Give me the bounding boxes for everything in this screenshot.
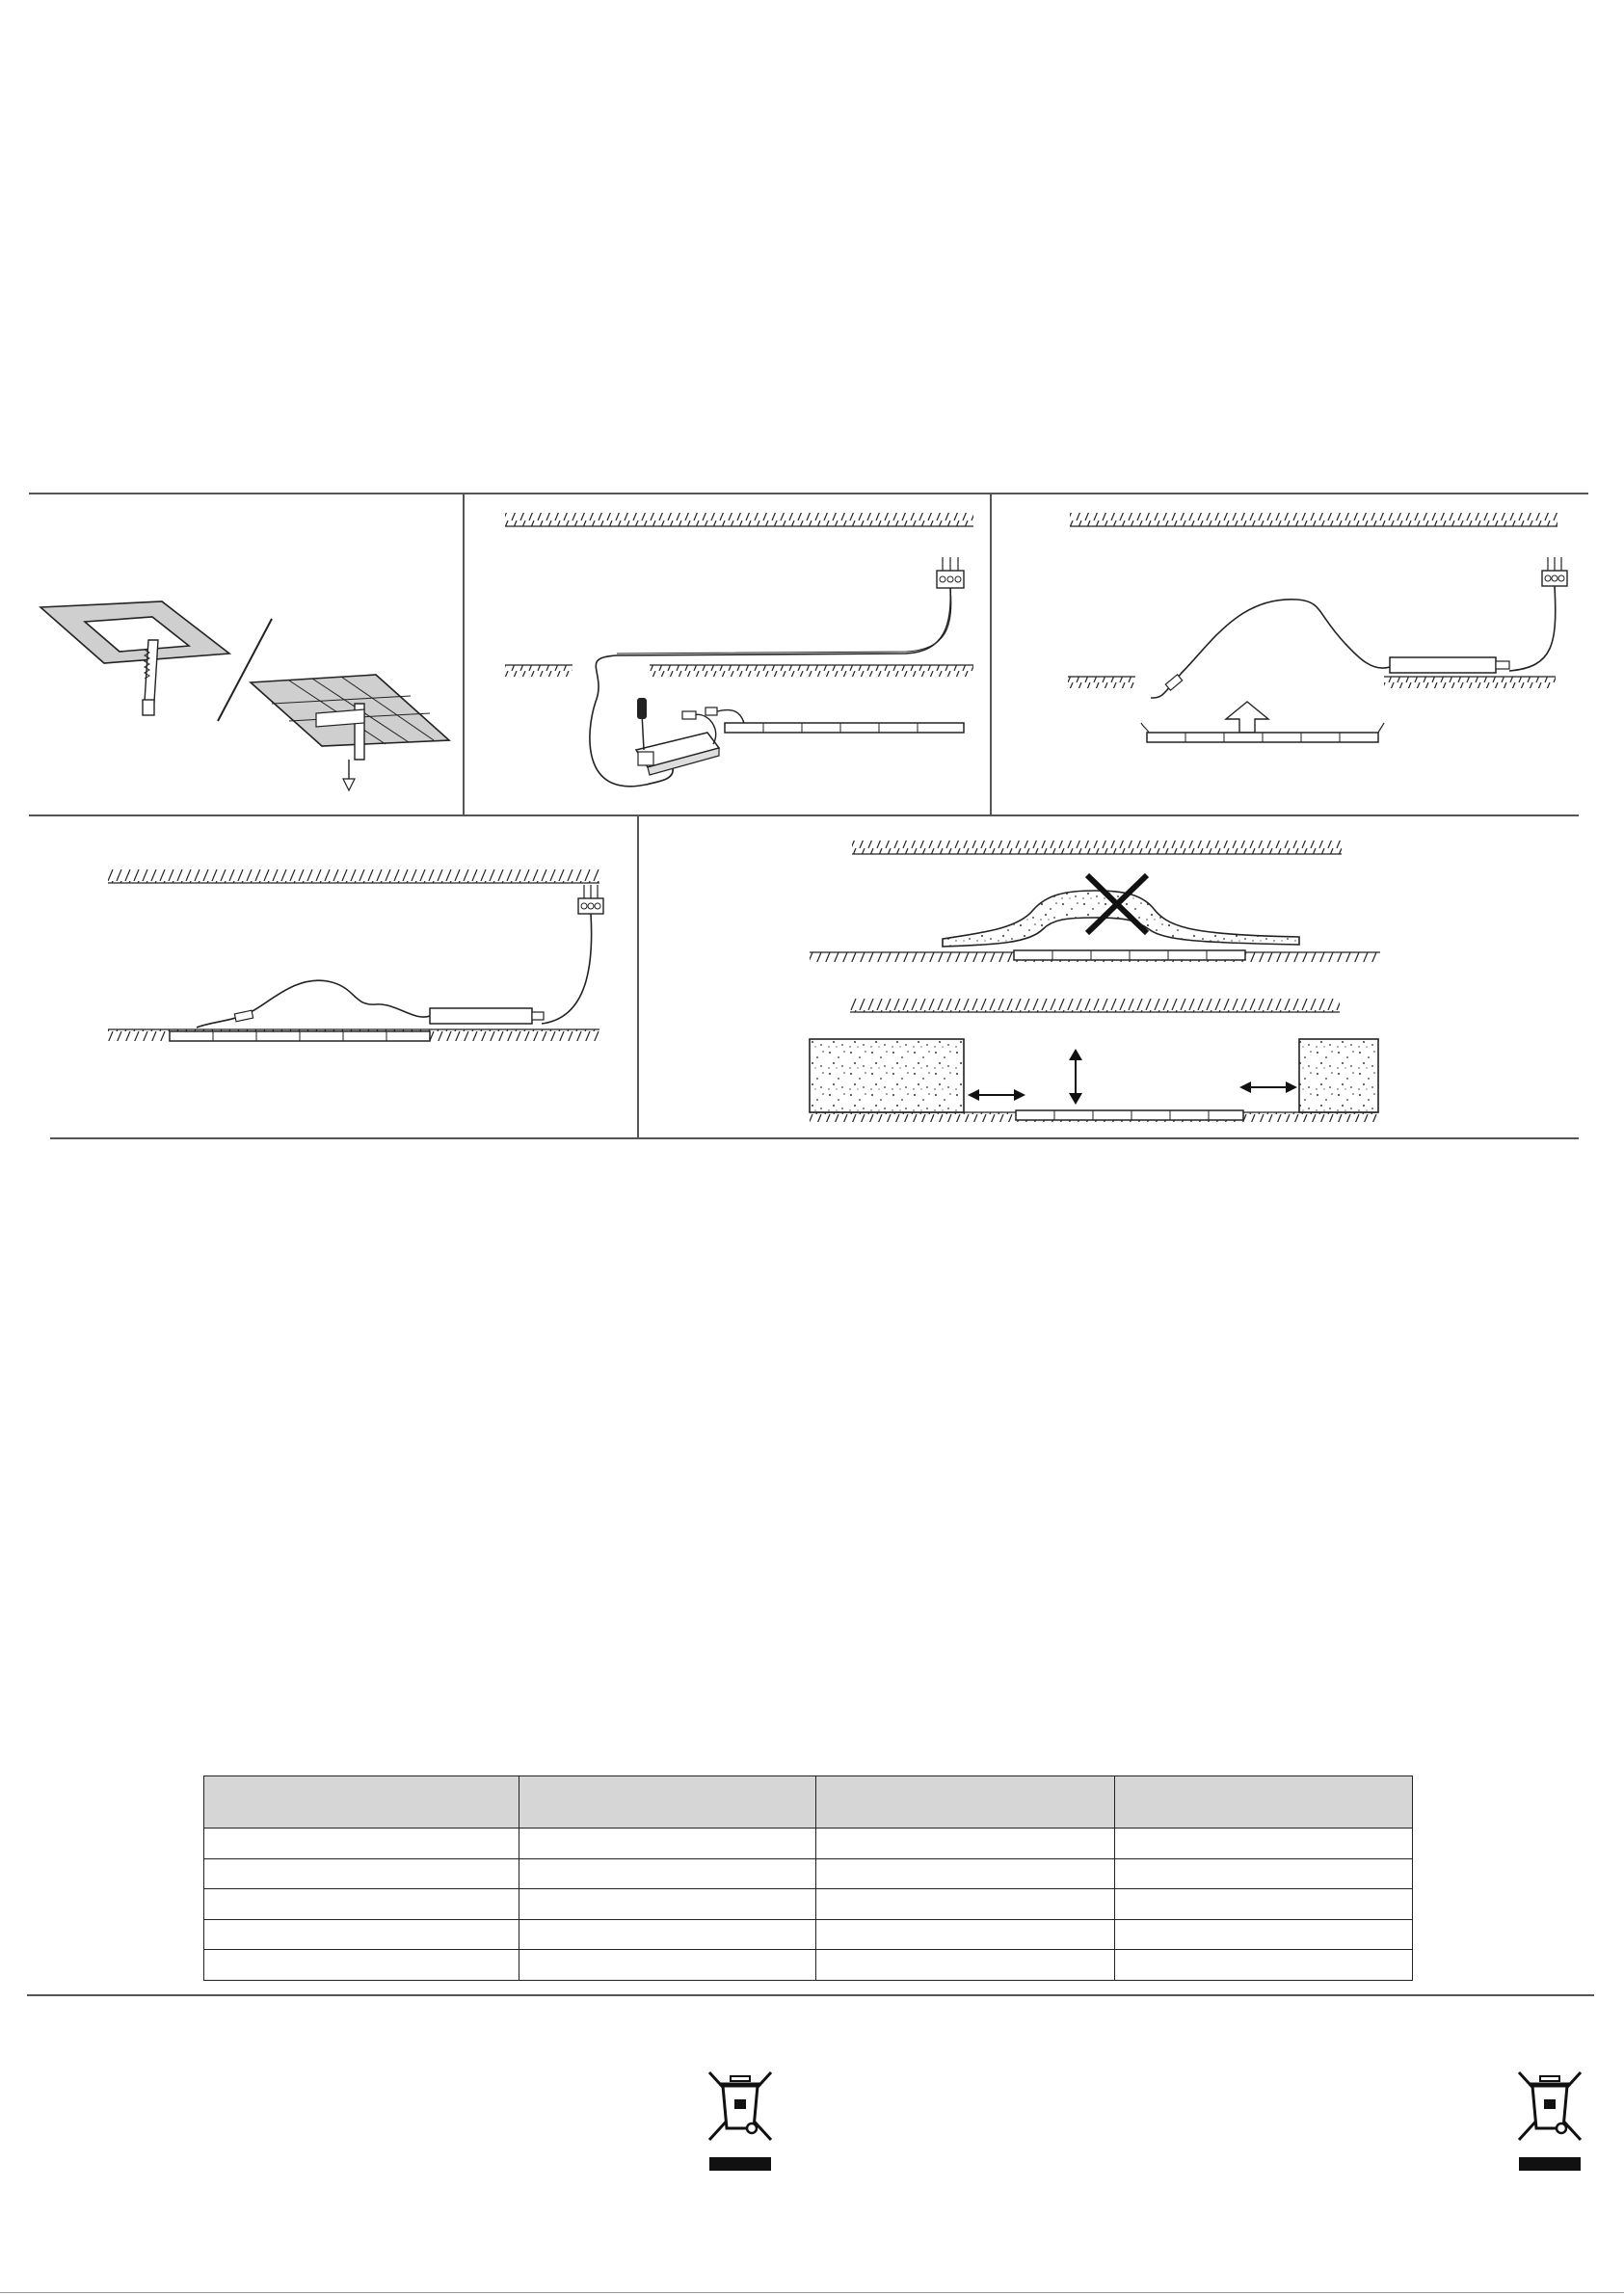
table-cell	[204, 1829, 519, 1859]
table-cell	[519, 1889, 816, 1920]
arrow-down-icon	[343, 760, 355, 790]
screwdriver-icon	[637, 698, 647, 750]
table-header-cell	[1115, 1776, 1413, 1829]
terminal-block-icon	[937, 557, 964, 588]
table-cell	[1115, 1858, 1413, 1889]
table-cell	[816, 1889, 1115, 1920]
table-cell	[204, 1858, 519, 1889]
weee-crossed-bin-icon	[1513, 2067, 1586, 2173]
terminal-block-icon	[578, 885, 603, 914]
table-cell	[816, 1829, 1115, 1859]
table-cell	[519, 1950, 816, 1981]
led-panel-icon	[1014, 950, 1245, 960]
driver-icon	[1390, 657, 1509, 673]
table-cell	[519, 1829, 816, 1859]
table-cell	[519, 1919, 816, 1950]
lower-divider	[50, 1137, 1579, 1139]
arrow-up-icon	[1226, 702, 1268, 733]
table-cell	[1115, 1889, 1413, 1920]
table-cell	[204, 1889, 519, 1920]
table-cell	[816, 1919, 1115, 1950]
step-insulation-clearance-figure	[806, 837, 1384, 1126]
top-divider	[29, 493, 1588, 494]
led-panel-icon	[725, 723, 964, 733]
clearance-arrow-icon	[968, 1089, 1025, 1101]
table-cell	[816, 1858, 1115, 1889]
table-row	[204, 1829, 1413, 1859]
panel-divider-2	[990, 494, 992, 814]
table-cell	[204, 1919, 519, 1950]
table-header-row	[204, 1776, 1413, 1829]
table-row	[204, 1889, 1413, 1920]
clearance-arrow-icon	[1069, 1049, 1082, 1105]
step-panel-installed-figure	[106, 858, 607, 1051]
terminal-block-icon	[1542, 557, 1567, 586]
table-header-cell	[204, 1776, 519, 1829]
panel-divider-1	[463, 494, 465, 814]
table-row	[204, 1858, 1413, 1889]
clearance-arrow-icon	[1239, 1081, 1297, 1093]
driver-icon	[636, 733, 719, 775]
table-cell	[1115, 1950, 1413, 1981]
footer-divider	[27, 1994, 1594, 1996]
table-header-cell	[816, 1776, 1115, 1829]
step-connect-driver-figure	[501, 509, 983, 798]
led-panel-icon	[1141, 723, 1384, 742]
led-panel-icon	[170, 1031, 430, 1041]
middle-divider	[29, 814, 1579, 816]
table-cell	[519, 1858, 816, 1889]
table-cell	[204, 1950, 519, 1981]
driver-icon	[430, 1008, 544, 1024]
table-header-cell	[519, 1776, 816, 1829]
table-cell	[1115, 1829, 1413, 1859]
step-insert-panel-figure	[1066, 509, 1567, 760]
led-panel-icon	[1016, 1110, 1243, 1120]
table-row	[204, 1919, 1413, 1950]
table-cell	[816, 1950, 1115, 1981]
panel-divider-3	[637, 815, 639, 1137]
bottom-edge-line	[0, 2292, 1624, 2293]
specification-table	[203, 1775, 1413, 1981]
table-row	[204, 1950, 1413, 1981]
weee-crossed-bin-icon	[704, 2067, 777, 2173]
step-cut-opening-figure	[37, 590, 461, 792]
table-cell	[1115, 1919, 1413, 1950]
